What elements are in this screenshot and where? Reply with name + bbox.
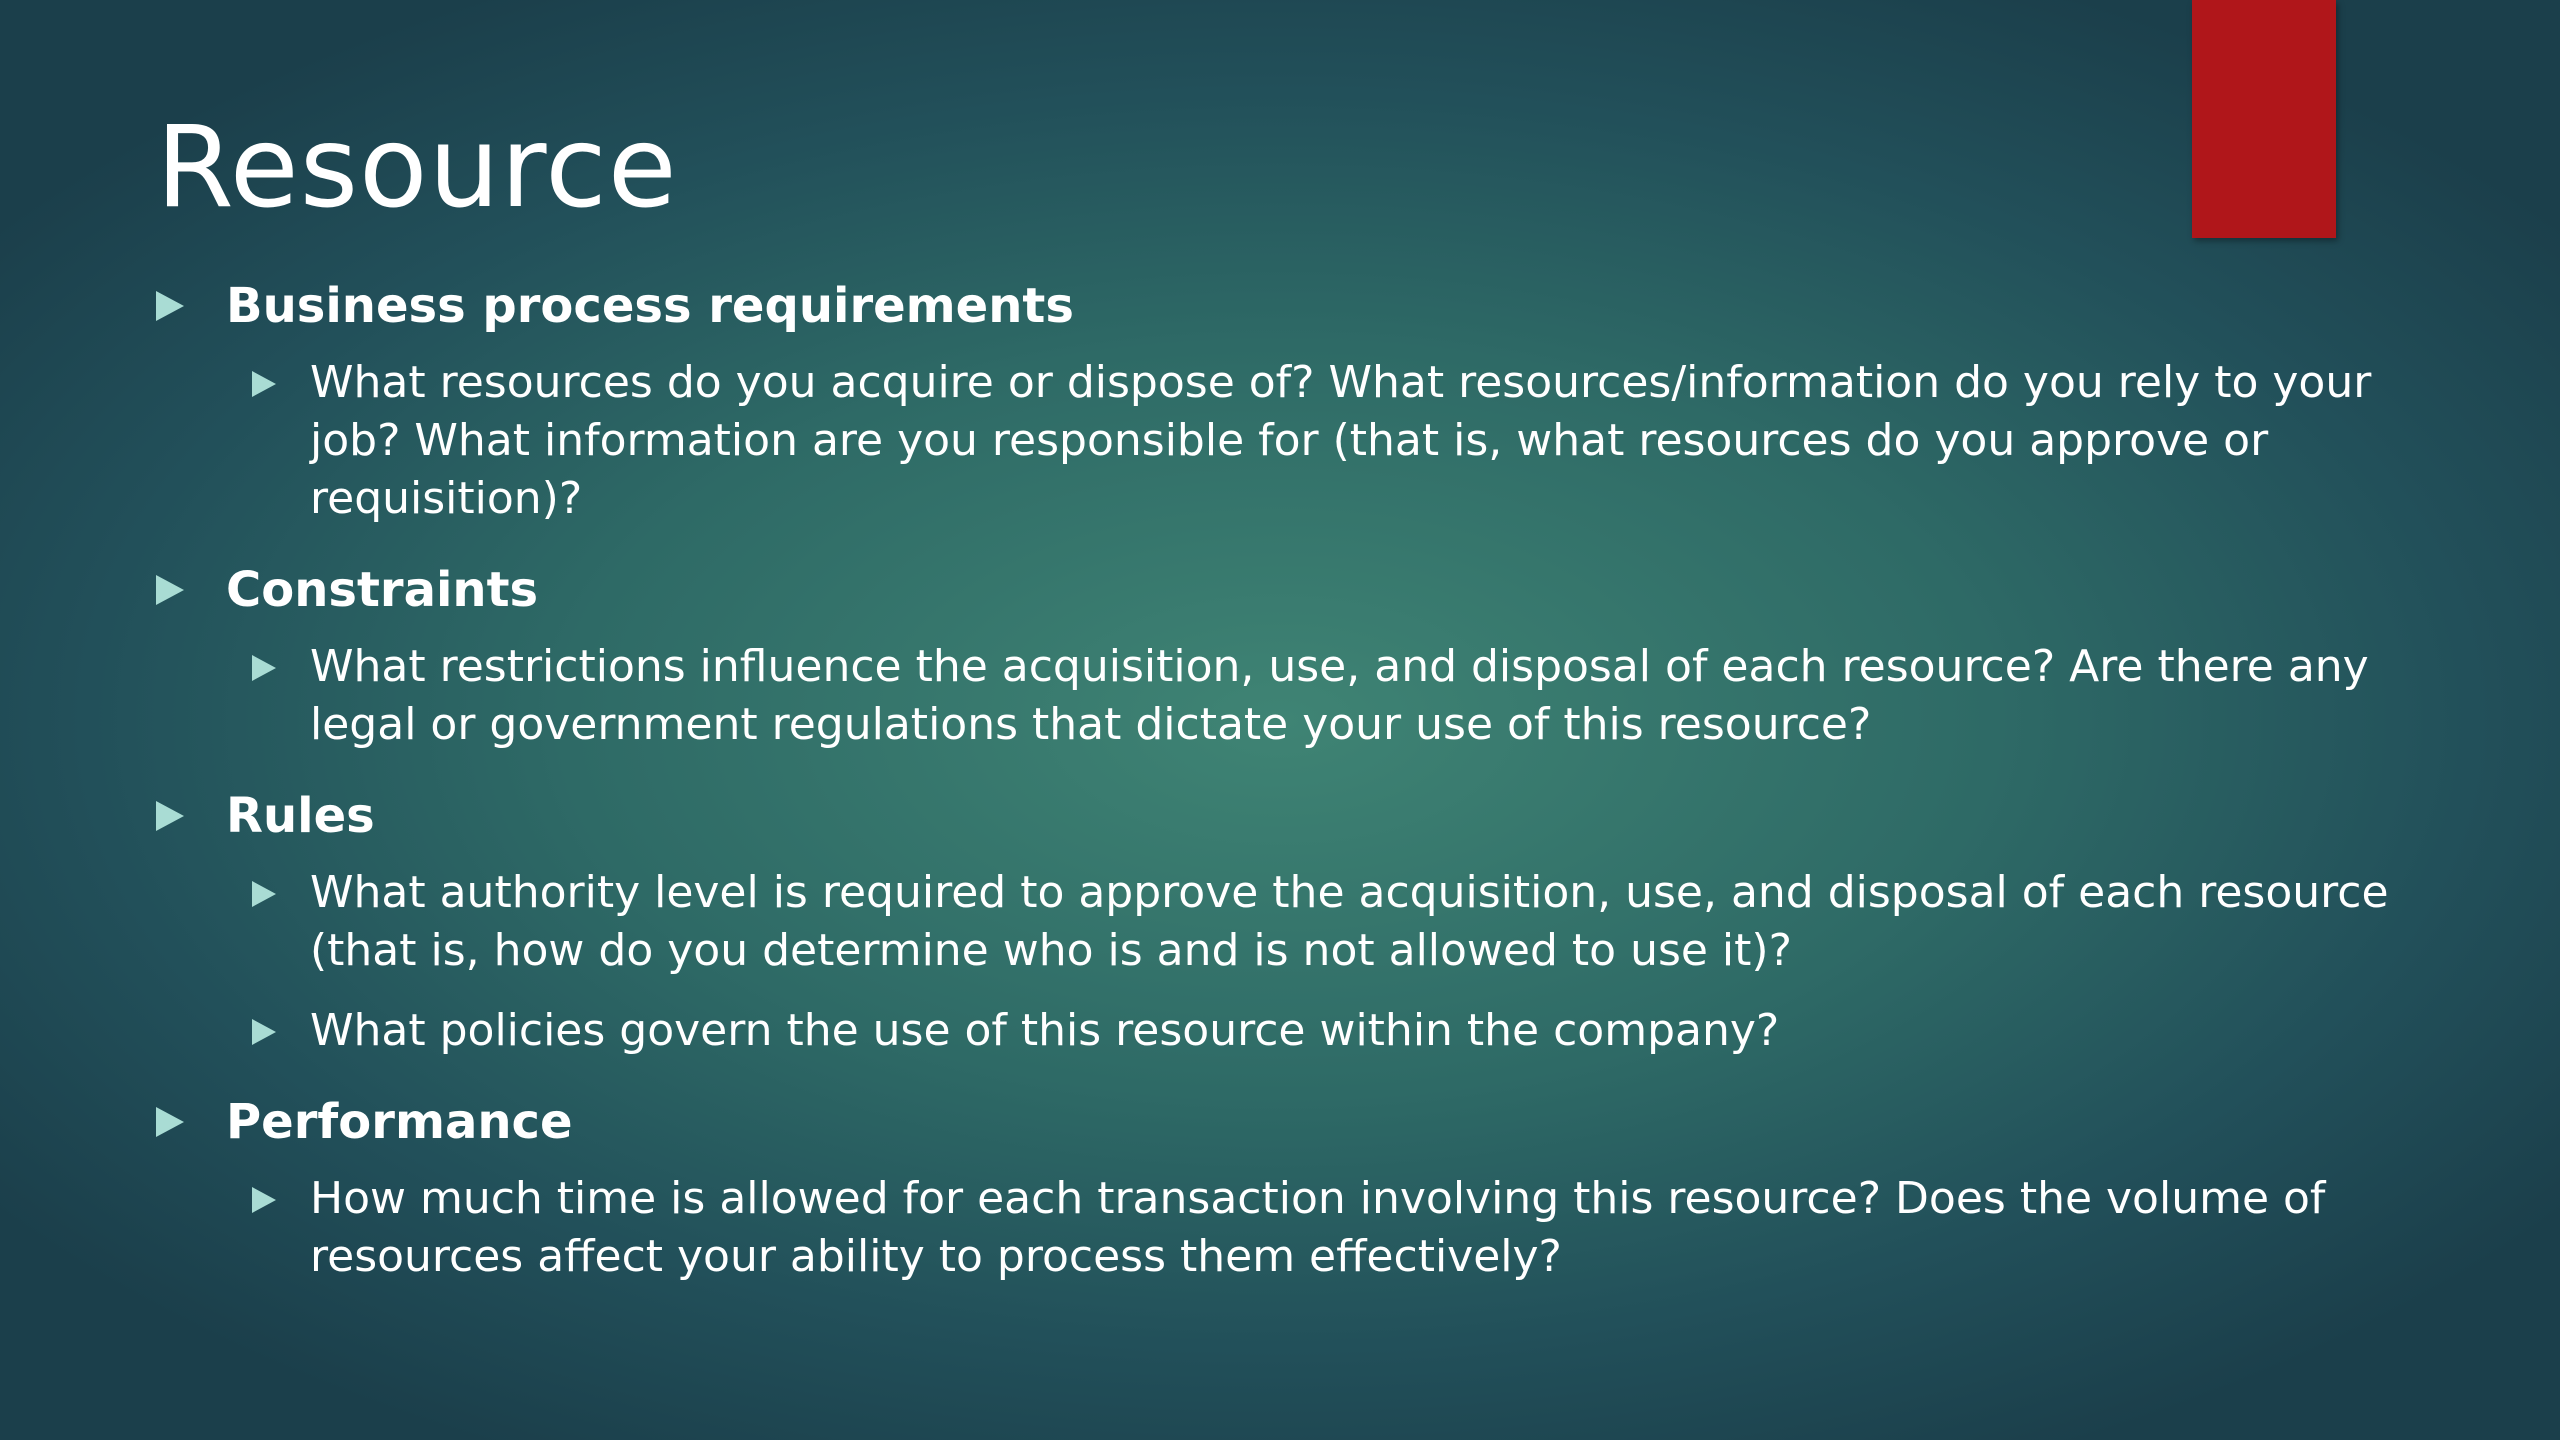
section-rules — [156, 780, 2436, 1060]
accent-bar — [2192, 0, 2336, 238]
triangle-bullet-icon — [156, 1107, 184, 1137]
bullet-level1 — [156, 270, 2436, 344]
slide-content — [156, 270, 2436, 1312]
section-performance — [156, 1086, 2436, 1286]
triangle-bullet-icon — [252, 655, 276, 681]
section-constraints — [156, 554, 2436, 754]
bullet-level2 — [252, 864, 2436, 980]
triangle-bullet-icon — [252, 881, 276, 907]
bullet-level1 — [156, 1086, 2436, 1160]
bullet-text: What restrictions influence the acquisition, use, and disposal of each resource? Are there any legal or government regulations that dictate your use of this resource? — [310, 641, 2369, 750]
triangle-bullet-icon — [252, 371, 276, 397]
triangle-bullet-icon — [156, 801, 184, 831]
triangle-bullet-icon — [156, 291, 184, 321]
triangle-bullet-icon — [252, 1187, 276, 1213]
bullet-level1 — [156, 780, 2436, 854]
slide-title: Resource — [156, 103, 678, 233]
section-heading: Rules — [226, 788, 375, 844]
bullet-text: What authority level is required to approve the acquisition, use, and disposal of each resource (that is, how do you determine who is and is not allowed to use it)? — [310, 867, 2389, 976]
bullet-level2 — [252, 638, 2436, 754]
section-heading: Business process requirements — [226, 278, 1074, 334]
section-heading: Constraints — [226, 562, 539, 618]
section-heading: Performance — [226, 1094, 573, 1150]
bullet-text: How much time is allowed for each transaction involving this resource? Does the volume of resources affect your ability to process them effectively? — [310, 1173, 2326, 1282]
triangle-bullet-icon — [252, 1019, 276, 1045]
bullet-level2 — [252, 1170, 2436, 1286]
bullet-level2 — [252, 1002, 2436, 1060]
bullet-level1 — [156, 554, 2436, 628]
bullet-text: What policies govern the use of this resource within the company? — [310, 1005, 1780, 1056]
triangle-bullet-icon — [156, 575, 184, 605]
bullet-text: What resources do you acquire or dispose of? What resources/information do you rely to your job? What information are you responsible for (that is, what resources do you approve or requisition)? — [310, 357, 2372, 524]
section-business-process-requirements — [156, 270, 2436, 528]
bullet-level2 — [252, 354, 2436, 528]
